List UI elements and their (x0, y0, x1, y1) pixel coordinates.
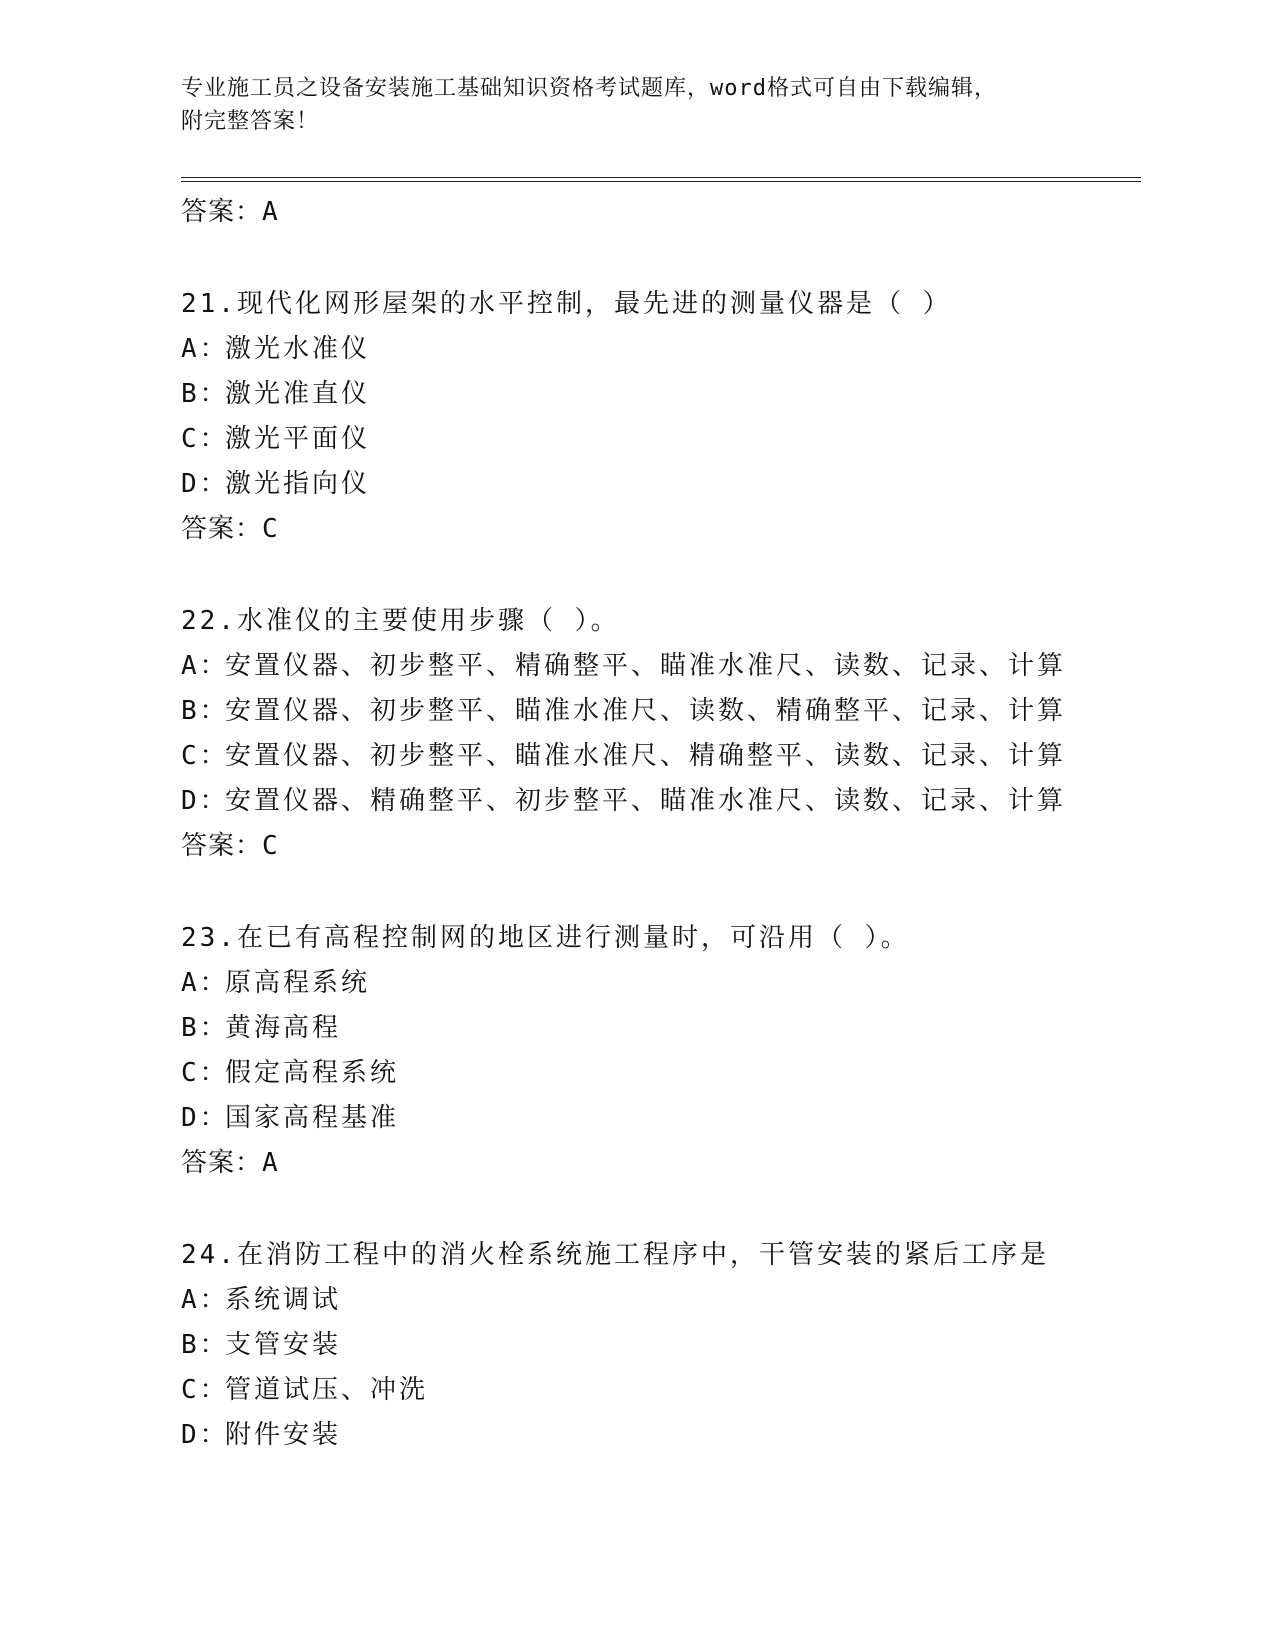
option-c (181, 1051, 1121, 1096)
answer-value: C (262, 831, 279, 861)
option-key: D： (181, 1103, 229, 1133)
document-header (181, 72, 1061, 138)
option-d (181, 1096, 1121, 1141)
option-text: 安置仪器、精确整平、初步整平、瞄准水准尺、读数、记录、计算 (225, 786, 1067, 816)
answer-label: 答案： (181, 514, 263, 544)
option-key: D： (181, 1420, 229, 1450)
answer-value: A (262, 197, 279, 227)
option-key: D： (181, 469, 229, 499)
spacer (181, 868, 1121, 916)
option-text: 安置仪器、初步整平、瞄准水准尺、读数、精确整平、记录、计算 (225, 696, 1067, 726)
option-text: 管道试压、冲洗 (225, 1375, 429, 1405)
option-text: 黄海高程 (225, 1013, 342, 1043)
option-key: D： (181, 786, 229, 816)
option-a (181, 327, 1121, 372)
option-b (181, 1006, 1121, 1051)
option-text: 原高程系统 (225, 968, 371, 998)
answer-label: 答案： (181, 831, 263, 861)
option-a (181, 961, 1121, 1006)
header-divider-bottom (181, 181, 1141, 182)
answer-line (181, 1141, 1121, 1185)
answer-line (181, 824, 1121, 868)
answer-value: C (262, 514, 279, 544)
option-c (181, 1368, 1121, 1413)
answer-line (181, 190, 1121, 234)
question-list (181, 190, 1121, 1458)
answer-label: 答案： (181, 1148, 263, 1178)
option-key: B： (181, 379, 229, 409)
option-key: A： (181, 968, 229, 998)
option-d (181, 1413, 1121, 1458)
option-a (181, 1278, 1121, 1323)
option-key: C： (181, 424, 229, 454)
option-b (181, 1323, 1121, 1368)
option-text: 激光水准仪 (225, 334, 371, 364)
question-stem: 22.水准仪的主要使用步骤（ ）。 (181, 606, 620, 636)
answer-label: 答案： (181, 197, 263, 227)
option-d (181, 462, 1121, 507)
question-23 (181, 916, 1121, 1185)
option-d (181, 779, 1121, 824)
spacer (181, 1185, 1121, 1233)
option-text: 激光准直仪 (225, 379, 371, 409)
option-c (181, 734, 1121, 779)
answer-value: A (262, 1148, 279, 1178)
option-text: 支管安装 (225, 1330, 342, 1360)
option-text: 系统调试 (225, 1285, 342, 1315)
option-key: A： (181, 651, 229, 681)
option-key: C： (181, 1375, 229, 1405)
option-b (181, 372, 1121, 417)
header-line-2: 附完整答案！ (181, 109, 320, 134)
option-text: 安置仪器、初步整平、瞄准水准尺、精确整平、读数、记录、计算 (225, 741, 1067, 771)
spacer (181, 551, 1121, 599)
question-24 (181, 1233, 1121, 1458)
option-text: 国家高程基准 (225, 1103, 400, 1133)
header-line-1: 专业施工员之设备安装施工基础知识资格考试题库，word格式可自由下载编辑， (181, 76, 997, 101)
option-text: 安置仪器、初步整平、精确整平、瞄准水准尺、读数、记录、计算 (225, 651, 1067, 681)
option-key: C： (181, 1058, 229, 1088)
option-key: B： (181, 696, 229, 726)
option-key: B： (181, 1330, 229, 1360)
option-text: 假定高程系统 (225, 1058, 400, 1088)
option-text: 激光指向仪 (225, 469, 371, 499)
option-a (181, 644, 1121, 689)
option-b (181, 689, 1121, 734)
question-21 (181, 282, 1121, 551)
option-text: 激光平面仪 (225, 424, 371, 454)
question-22 (181, 599, 1121, 868)
answer-line (181, 507, 1121, 551)
option-key: C： (181, 741, 229, 771)
option-key: B： (181, 1013, 229, 1043)
spacer (181, 234, 1121, 282)
option-c (181, 417, 1121, 462)
option-text: 附件安装 (225, 1420, 342, 1450)
option-key: A： (181, 1285, 229, 1315)
question-stem: 24.在消防工程中的消火栓系统施工程序中，干管安装的紧后工序是 (181, 1240, 1049, 1270)
option-key: A： (181, 334, 229, 364)
question-stem: 23.在已有高程控制网的地区进行测量时，可沿用（ ）。 (181, 923, 910, 953)
header-divider-top (181, 177, 1141, 178)
question-stem: 21.现代化网形屋架的水平控制，最先进的测量仪器是（ ） (181, 289, 952, 319)
